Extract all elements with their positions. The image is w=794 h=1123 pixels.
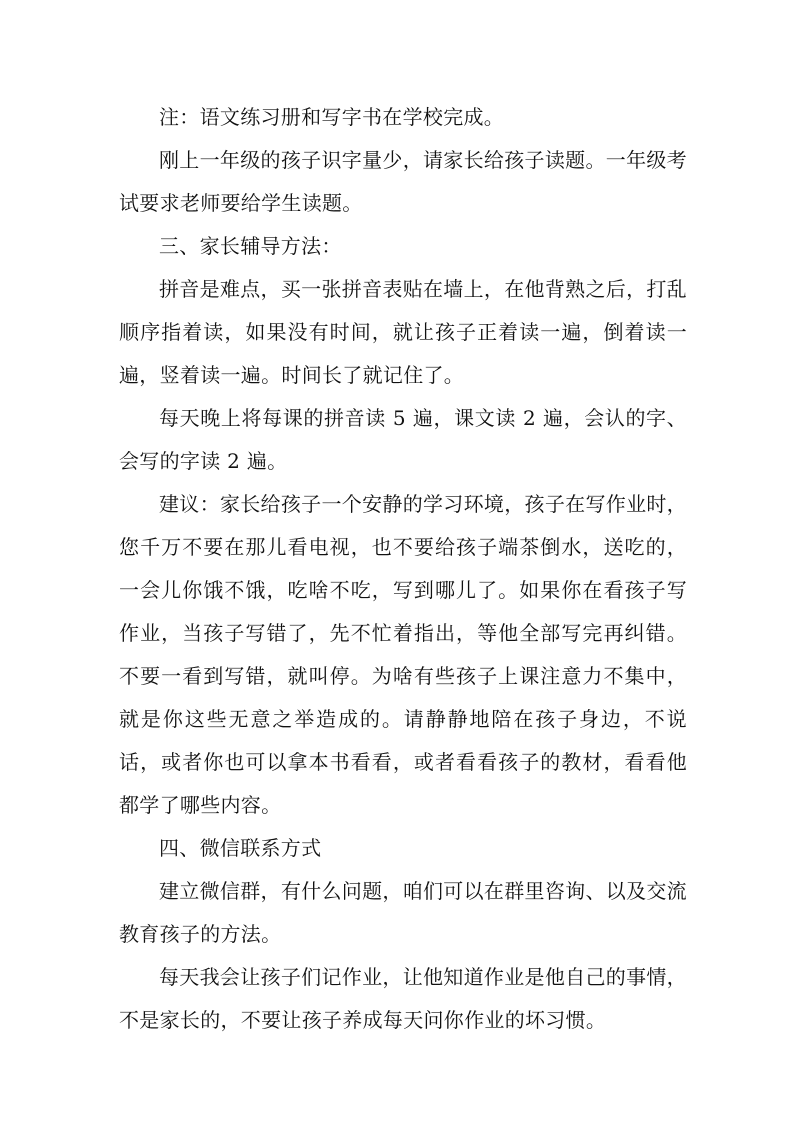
- paragraph-homework-habit: 每天我会让孩子们记作业，让他知道作业是他自己的事情，不是家长的，不要让孩子养成每天问你作业的坏习惯。: [119, 965, 687, 1032]
- paragraph-note: 注：语文练习册和写字书在学校完成。: [159, 105, 505, 129]
- paragraph-wechat-group: 建立微信群，有什么问题，咱们可以在群里咨询、以及交流教育孩子的方法。: [119, 879, 687, 946]
- document-body: [119, 96, 687, 1042]
- section-heading-parent-guidance: 三、家长辅导方法：: [159, 234, 342, 258]
- paragraph-daily-reading: 每天晚上将每课的拼音读 5 遍，课文读 2 遍，会认的字、会写的字读 2 遍。: [119, 406, 687, 473]
- paragraph-reading-questions: 刚上一年级的孩子识字量少，请家长给孩子读题。一年级考试要求老师要给学生读题。: [119, 148, 687, 215]
- paragraph-pinyin: 拼音是难点，买一张拼音表贴在墙上，在他背熟之后，打乱顺序指着读，如果没有时间，就让孩子正着读一遍，倒着读一遍，竖着读一遍。时间长了就记住了。: [119, 277, 687, 387]
- section-heading-wechat: 四、微信联系方式: [159, 836, 322, 860]
- paragraph-suggestion: 建议：家长给孩子一个安静的学习环境，孩子在写作业时，您千万不要在那儿看电视，也不要给孩子端茶倒水，送吃的，一会儿你饿不饿，吃啥不吃，写到哪儿了。如果你在看孩子写作业，当孩子写错了，先不忙着指出，等他全部写完再纠错。不要一看到写错，就叫停。为啥有些孩子上课注意力不集中，就是你这些无意之举造成的。请静静地陪在孩子身边，不说话，或者你也可以拿本书看看，或者看看孩子的教材，看看他都学了哪些内容。: [119, 492, 687, 817]
